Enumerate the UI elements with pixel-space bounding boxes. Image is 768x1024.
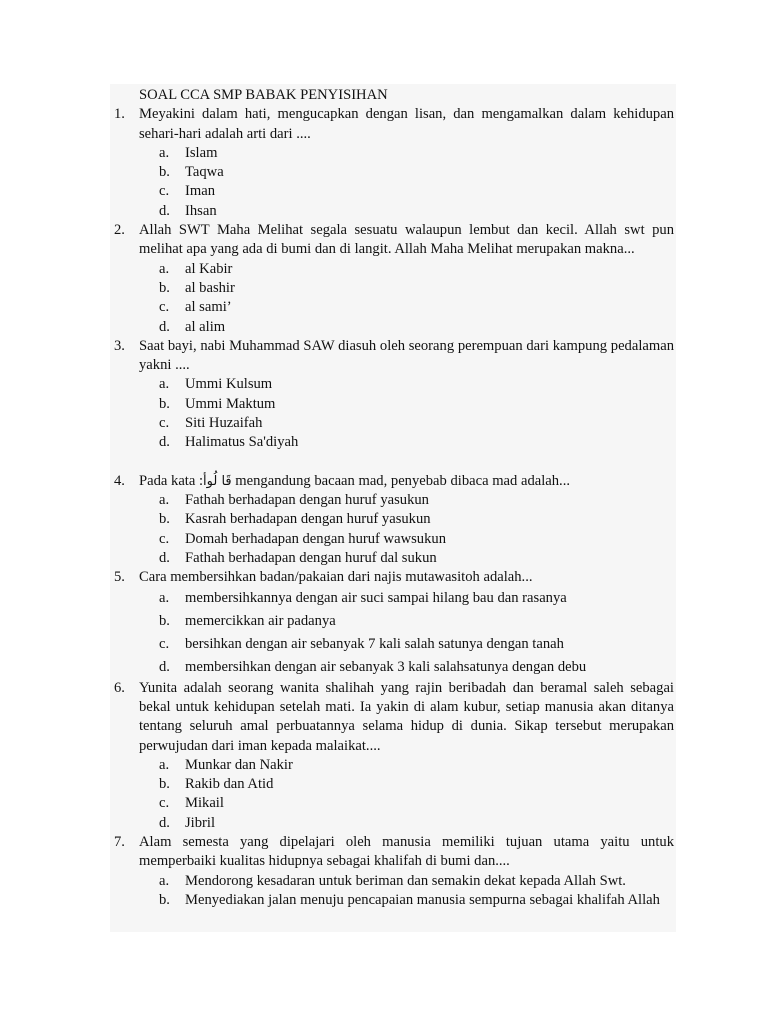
option-item bbox=[114, 279, 674, 298]
option-item bbox=[114, 891, 674, 910]
option-item bbox=[114, 395, 674, 414]
option-text: Fathah berhadapan dengan huruf yasukun bbox=[185, 491, 429, 508]
option-letter: b. bbox=[159, 164, 170, 181]
option-text: Ummi Maktum bbox=[185, 395, 276, 412]
question-text: Alam semesta yang dipelajari oleh manusia memiliki tujuan utama yaitu untuk memperbaiki kualitas hidupnya sebagai khalifah di bumi dan.... bbox=[139, 833, 674, 870]
option-item bbox=[114, 144, 674, 163]
question-6-options bbox=[114, 756, 674, 833]
option-letter: d. bbox=[159, 434, 170, 451]
question-5 bbox=[114, 568, 674, 587]
option-item bbox=[114, 530, 674, 549]
option-text: Domah berhadapan dengan huruf wawsukun bbox=[185, 530, 446, 547]
option-item bbox=[114, 491, 674, 510]
option-item bbox=[114, 633, 674, 656]
option-item bbox=[114, 202, 674, 221]
option-letter: c. bbox=[159, 636, 170, 653]
option-item bbox=[114, 182, 674, 201]
question-text: Yunita adalah seorang wanita shalihah yang rajin beribadah dan beramal saleh sebagai bekal untuk kehidupan setelah mati. Ia yakin di alam kubur, setiap manusia akan ditanya tentang seluruh amal perbuatannya selama hidup di dunia. Sikap tersebut merupakan perwujudan dari iman kepada malaikat.... bbox=[139, 679, 674, 754]
option-text: Kasrah berhadapan dengan huruf yasukun bbox=[185, 511, 431, 528]
option-letter: c. bbox=[159, 415, 170, 432]
option-text: Islam bbox=[185, 144, 218, 161]
question-text-before: Pada kata : bbox=[139, 472, 204, 489]
option-text: Siti Huzaifah bbox=[185, 415, 263, 432]
option-letter: a. bbox=[159, 872, 170, 889]
option-letter: b. bbox=[159, 776, 170, 793]
option-letter: b. bbox=[159, 279, 170, 296]
option-text: Munkar dan Nakir bbox=[185, 756, 293, 773]
option-item bbox=[114, 510, 674, 529]
option-text: membersihkan dengan air sebanyak 3 kali salahsatunya dengan debu bbox=[185, 658, 587, 675]
question-2 bbox=[114, 221, 674, 260]
option-text: Menyediakan jalan menuju pencapaian manusia sempurna sebagai khalifah Allah bbox=[185, 891, 660, 908]
option-letter: d. bbox=[159, 658, 170, 675]
option-item bbox=[114, 433, 674, 452]
option-letter: c. bbox=[159, 183, 170, 200]
option-text: memercikkan air padanya bbox=[185, 613, 336, 630]
option-item bbox=[114, 756, 674, 775]
option-letter: d. bbox=[159, 318, 170, 335]
option-item bbox=[114, 375, 674, 394]
question-7 bbox=[114, 833, 674, 872]
option-letter: a. bbox=[159, 590, 170, 607]
option-text: Mendorong kesadaran untuk beriman dan semakin dekat kepada Allah Swt. bbox=[185, 872, 626, 889]
option-text: Rakib dan Atid bbox=[185, 776, 274, 793]
option-item bbox=[114, 656, 674, 679]
question-6 bbox=[114, 679, 674, 756]
option-letter: a. bbox=[159, 491, 170, 508]
question-text: Saat bayi, nabi Muhammad SAW diasuh oleh seorang perempuan dari kampung pedalaman yakni .... bbox=[139, 337, 674, 374]
option-item bbox=[114, 414, 674, 433]
question-text bbox=[139, 472, 674, 491]
document-title: SOAL CCA SMP BABAK PENYISIHAN bbox=[139, 87, 388, 103]
question-4 bbox=[114, 472, 674, 491]
option-item bbox=[114, 872, 674, 891]
question-number: 5. bbox=[114, 569, 125, 586]
question-1-options bbox=[114, 144, 674, 221]
option-text: al bashir bbox=[185, 279, 235, 296]
option-item bbox=[114, 814, 674, 833]
question-4-options bbox=[114, 491, 674, 568]
option-item bbox=[114, 549, 674, 568]
option-letter: c. bbox=[159, 530, 170, 547]
option-text: Fathah berhadapan dengan huruf dal sukun bbox=[185, 549, 437, 566]
question-number: 4. bbox=[114, 472, 125, 489]
option-item bbox=[114, 587, 674, 610]
option-letter: b. bbox=[159, 395, 170, 412]
option-text: Ihsan bbox=[185, 202, 217, 219]
question-7-options bbox=[114, 872, 674, 911]
option-letter: b. bbox=[159, 613, 170, 630]
option-letter: d. bbox=[159, 549, 170, 566]
option-letter: a. bbox=[159, 376, 170, 393]
question-text: Allah SWT Maha Melihat segala sesuatu walaupun lembut dan kecil. Allah swt pun melihat apa yang ada di bumi dan di langit. Allah Maha Melihat merupakan makna... bbox=[139, 222, 674, 258]
option-item bbox=[114, 794, 674, 813]
option-text: al alim bbox=[185, 318, 226, 335]
option-letter: b. bbox=[159, 891, 170, 908]
option-text: al sami’ bbox=[185, 299, 232, 316]
option-text: Jibril bbox=[185, 814, 215, 831]
option-item bbox=[114, 318, 674, 337]
option-item bbox=[114, 163, 674, 182]
option-letter: a. bbox=[159, 260, 170, 277]
option-text: Mikail bbox=[185, 795, 224, 812]
question-1 bbox=[114, 105, 674, 144]
question-number: 7. bbox=[114, 833, 125, 850]
option-letter: c. bbox=[159, 795, 170, 812]
option-letter: a. bbox=[159, 756, 170, 773]
arabic-word: قَا لُوأ bbox=[203, 473, 232, 489]
question-number: 2. bbox=[114, 222, 125, 239]
option-item bbox=[114, 610, 674, 633]
option-text: al Kabir bbox=[185, 260, 233, 277]
option-text: membersihkannya dengan air suci sampai hilang bau dan rasanya bbox=[185, 590, 567, 607]
option-text: Taqwa bbox=[185, 164, 224, 181]
option-letter: a. bbox=[159, 144, 170, 161]
question-text: Meyakini dalam hati, mengucapkan dengan lisan, dan mengamalkan dalam kehidupan sehari-hari adalah arti dari .... bbox=[139, 106, 674, 142]
option-text: Halimatus Sa'diyah bbox=[185, 434, 299, 451]
option-text: Ummi Kulsum bbox=[185, 376, 273, 393]
option-letter: c. bbox=[159, 299, 170, 316]
question-3 bbox=[114, 337, 674, 376]
option-text: Iman bbox=[185, 183, 215, 200]
question-5-options bbox=[114, 587, 674, 678]
option-item bbox=[114, 298, 674, 317]
question-number: 1. bbox=[114, 106, 125, 123]
blank-line bbox=[114, 453, 674, 472]
question-text-after: mengandung bacaan mad, penyebab dibaca mad adalah... bbox=[231, 472, 570, 489]
option-letter: b. bbox=[159, 511, 170, 528]
question-number: 3. bbox=[114, 337, 125, 354]
question-text: Cara membersihkan badan/pakaian dari najis mutawasitoh adalah... bbox=[139, 569, 533, 586]
option-item bbox=[114, 775, 674, 794]
question-3-options bbox=[114, 375, 674, 452]
question-2-options bbox=[114, 260, 674, 337]
option-letter: d. bbox=[159, 202, 170, 219]
question-number: 6. bbox=[114, 679, 125, 696]
option-letter: d. bbox=[159, 814, 170, 831]
option-text: bersihkan dengan air sebanyak 7 kali salah satunya dengan tanah bbox=[185, 636, 564, 653]
document-body bbox=[114, 86, 674, 910]
option-item bbox=[114, 260, 674, 279]
